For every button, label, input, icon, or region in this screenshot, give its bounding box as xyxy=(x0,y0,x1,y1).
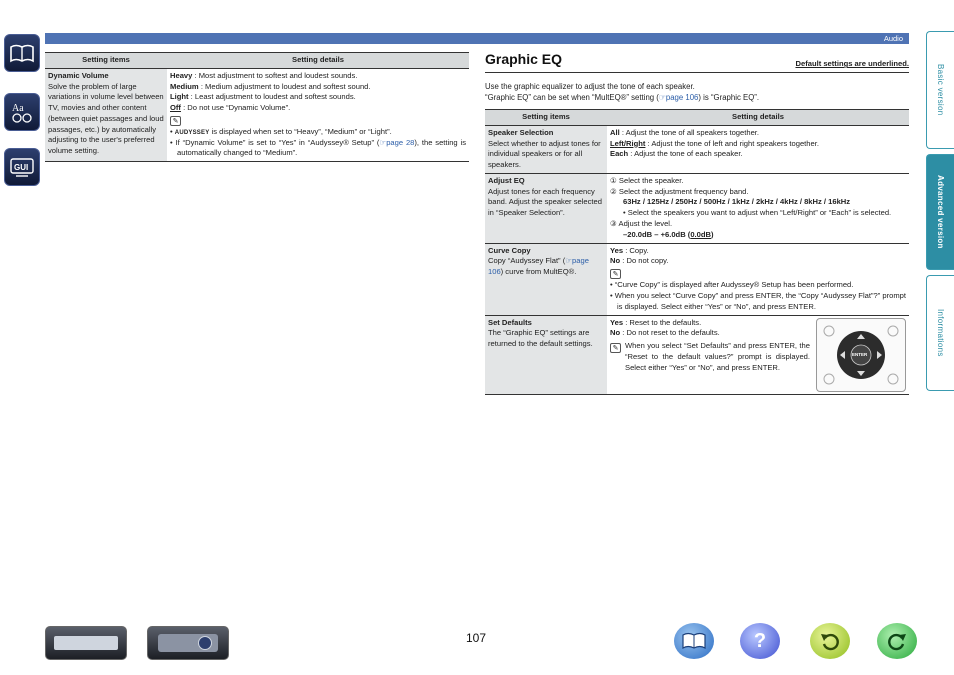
tab-informations-label: Informations xyxy=(936,309,946,357)
option-value: : Do not reset to the defaults. xyxy=(620,328,720,338)
option-key: Heavy xyxy=(170,70,193,80)
intro-line: ) is “Graphic EQ”. xyxy=(698,92,760,102)
tab-advanced-label: Advanced version xyxy=(936,175,946,249)
svg-text:GUI: GUI xyxy=(14,163,29,172)
option-key-default: Off xyxy=(170,103,181,113)
book-icon[interactable] xyxy=(674,623,714,659)
page-link[interactable]: ☞page 106 xyxy=(488,256,589,277)
graphic-eq-section xyxy=(485,50,909,395)
note-text: When you select “Curve Copy” and press ENTER, the “Copy “Audyssey Flat”?” prompt is displayed. Select either “Yes” or “No”, and press ENTER. xyxy=(614,290,906,311)
col-header-details: Setting details xyxy=(167,53,469,69)
page-link[interactable]: ☞page 28 xyxy=(379,137,415,147)
option-value: : Most adjustment to softest and loudest sounds. xyxy=(192,70,358,80)
note-pencil-icon: ✎ xyxy=(610,343,621,353)
section-label: Audio xyxy=(883,34,903,43)
setting-details-cell xyxy=(607,173,909,243)
table-row xyxy=(45,68,469,161)
step-text: ② Select the adjustment frequency band. xyxy=(610,186,749,196)
help-icon[interactable]: ? xyxy=(740,623,780,659)
setting-item-cell xyxy=(485,315,607,394)
option-key: No xyxy=(610,328,621,338)
defaults-note: Default settings are underlined. xyxy=(795,59,909,69)
option-value: : Copy. xyxy=(623,245,649,255)
back-icon[interactable] xyxy=(810,623,850,659)
col-header-details: Setting details xyxy=(607,110,909,126)
col-header-items: Setting items xyxy=(485,110,607,126)
option-value: : Adjust the tone of left and right speakers together. xyxy=(645,138,819,148)
option-value: : Do not copy. xyxy=(620,256,669,266)
item-title: Dynamic Volume xyxy=(48,70,109,80)
setting-details-cell xyxy=(607,125,909,173)
option-key: Yes xyxy=(610,245,624,255)
page-link-label: page 106 xyxy=(665,92,699,102)
intro-line: Use the graphic equalizer to adjust the tone of each speaker. xyxy=(485,81,695,91)
option-key: Yes xyxy=(610,317,624,327)
option-value: : Adjust the tone of each speaker. xyxy=(628,149,743,159)
item-title: Adjust EQ xyxy=(488,175,525,185)
item-title: Speaker Selection xyxy=(488,127,554,137)
dynamic-volume-table xyxy=(45,52,469,162)
item-title: Curve Copy xyxy=(488,245,531,255)
setting-details-cell xyxy=(607,243,909,315)
option-key: Light xyxy=(170,92,189,102)
index-icon[interactable] xyxy=(4,93,40,131)
option-key: Medium xyxy=(170,81,199,91)
setting-item-cell xyxy=(485,125,607,173)
note-text: is displayed when set to “Heavy”, “Medium” or “Light”. xyxy=(209,126,392,136)
option-key: No xyxy=(610,256,621,266)
tab-basic-version[interactable] xyxy=(926,31,954,149)
note-text: Select the speakers you want to adjust when “Left/Right” or “Each” is selected. xyxy=(627,208,892,218)
note-bullet: • When you select “Curve Copy” and press ENTER, the “Copy “Audyssey Flat”?” prompt is displayed. Select either “Yes” or “No”, and press ENTER. xyxy=(610,290,906,311)
audyssey-logo: AUDYSSEY xyxy=(174,129,210,136)
gui-icon[interactable] xyxy=(4,148,40,186)
note-pencil-icon: ✎ xyxy=(170,116,181,126)
item-description: The “Graphic EQ” settings are returned to the default settings. xyxy=(488,328,593,349)
step-text: ③ Adjust the level. xyxy=(610,219,673,229)
range-text: –20.0dB – +6.0dB ( xyxy=(623,229,691,239)
table-row xyxy=(485,315,909,394)
setting-item-cell xyxy=(485,243,607,315)
contents-book-icon[interactable] xyxy=(4,34,40,72)
option-value: : Reset to the defaults. xyxy=(623,317,702,327)
col-header-items: Setting items xyxy=(45,53,167,69)
item-description: Solve the problem of large variations in volume level between TV, movies and other content (between quiet passages and loud passages, etc.) by automatically adjusting to the user's preferred volume setting. xyxy=(48,81,164,156)
item-description: Adjust tones for each frequency band. Adjust the speaker selected in “Speaker Selection”. xyxy=(488,186,602,218)
option-value: : Adjust the tone of all speakers together. xyxy=(619,127,760,137)
forward-icon[interactable] xyxy=(877,623,917,659)
range-default: 0.0dB xyxy=(690,229,712,239)
option-key: Each xyxy=(610,149,629,159)
note-bullet: • AUDYSSEY is displayed when set to “Heavy”, “Medium” or “Light”. xyxy=(170,126,392,136)
note-pencil-icon: ✎ xyxy=(610,269,621,279)
option-key-default: Left/Right xyxy=(610,138,646,148)
section-title: Graphic EQ xyxy=(485,51,563,67)
remote-control-illustration xyxy=(816,318,906,392)
table-row xyxy=(485,125,909,173)
option-value: : Least adjustment to loudest and softest sounds. xyxy=(188,92,356,102)
remote-device-icon[interactable] xyxy=(147,626,229,660)
note-bullet: • “Curve Copy” is displayed after Audyssey® Setup has been performed. xyxy=(610,280,854,290)
svg-text:Aa: Aa xyxy=(12,103,24,114)
note-text: “Curve Copy” is displayed after Audyssey® Setup has been performed. xyxy=(614,280,854,290)
step-text: ① Select the speaker. xyxy=(610,175,684,185)
setting-details-cell xyxy=(167,68,469,161)
table-row xyxy=(485,173,909,243)
item-description: ) curve from MultEQ®. xyxy=(500,267,577,277)
range-text: ) xyxy=(711,229,714,239)
receiver-device-icon[interactable] xyxy=(45,626,127,660)
page-link[interactable]: ☞page 106 xyxy=(658,92,699,102)
item-description: Select whether to adjust tones for individual speakers or for all speakers. xyxy=(488,138,601,170)
table-row xyxy=(485,243,909,315)
intro-line: “Graphic EQ” can be set when “MultEQ®” setting ( xyxy=(485,92,659,102)
setting-item-cell xyxy=(485,173,607,243)
page-link-label: page 106 xyxy=(488,256,589,277)
note-text: ), the setting is automatically changed to “Medium”. xyxy=(177,137,466,158)
option-key: All xyxy=(610,127,620,137)
page-number: 107 xyxy=(466,631,487,645)
note-bullet: • Select the speakers you want to adjust when “Left/Right” or “Each” is selected. xyxy=(623,208,892,218)
level-range xyxy=(610,230,906,241)
item-title: Set Defaults xyxy=(488,317,532,327)
item-description: Copy “Audyssey Flat” ( xyxy=(488,256,566,266)
setting-details-cell xyxy=(607,315,909,394)
setting-item-cell xyxy=(45,68,167,161)
option-value: : Medium adjustment to loudest and softest sound. xyxy=(198,81,371,91)
page-link-label: page 28 xyxy=(386,137,415,147)
tab-basic-label: Basic version xyxy=(936,64,946,116)
tab-advanced-version[interactable] xyxy=(926,154,954,270)
frequency-list: 63Hz / 125Hz / 250Hz / 500Hz / 1kHz / 2kHz / 4kHz / 8kHz / 16kHz xyxy=(623,197,851,207)
intro-text xyxy=(485,81,909,103)
option-value: : Do not use “Dynamic Volume”. xyxy=(180,103,291,113)
remote-enter-label: ENTER xyxy=(852,351,868,357)
tab-informations[interactable] xyxy=(926,275,954,391)
note-text: If “Dynamic Volume” is set to “Yes” in “Audyssey® Setup” ( xyxy=(175,137,380,147)
note-text: When you select “Set Defaults” and press ENTER, the “Reset to the default values?” prompt is displayed. Select either “Yes” or “No”, and press ENTER. xyxy=(625,341,810,372)
graphic-eq-table xyxy=(485,109,909,395)
section-header-bar xyxy=(45,33,909,44)
note-bullet: • If “Dynamic Volume” is set to “Yes” in “Audyssey® Setup” (☞page 28), the setting is automatically changed to “Medium”. xyxy=(170,137,466,158)
